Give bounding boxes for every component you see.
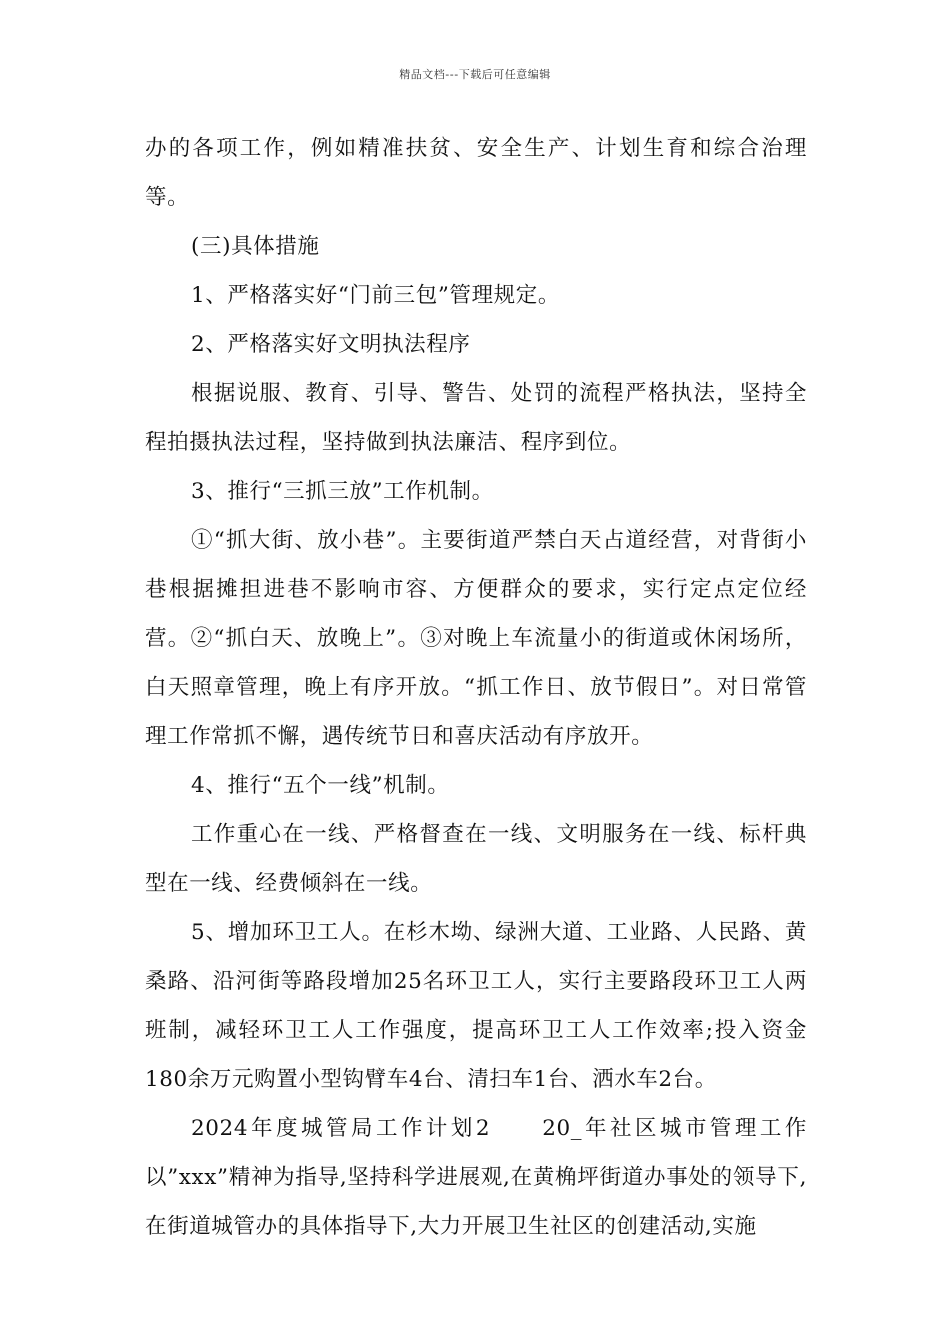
- paragraph-4: 2、严格落实好文明执法程序: [191, 332, 471, 357]
- paragraph-8: 4、推行“五个一线”机制。: [191, 773, 450, 798]
- paragraph-7: ①“抓大街、放小巷”。主要街道严禁白天占道经营，对背街小巷根据摊担进巷不影响市容、方便群众的要求，实行定点定位经营。②“抓白天、放晚上”。③对晚上车流量小的街道或休闲场所，白天照章管理，晚上有序开放。“抓工作日、放节假日”。对日常管理工作常抓不懈，遇传统节日和喜庆活动有序放开。: [145, 528, 807, 749]
- section-text: 20_年社区城市管理工作以”xxx”精神为指导,坚持科学进展观,在黄桷坪街道办事处的领导下,在街道城管办的具体指导下,大力开展卫生社区的创建活动,实施: [145, 1116, 807, 1239]
- page-header: 精品文档---下载后可任意编辑: [399, 68, 551, 81]
- paragraph-5: 根据说服、教育、引导、警告、处罚的流程严格执法，坚持全程拍摄执法过程，坚持做到执法廉洁、程序到位。: [145, 381, 807, 455]
- section-title: 2024年度城管局工作计划2: [191, 1116, 491, 1141]
- paragraph-2: (三)具体措施: [191, 234, 320, 259]
- paragraph-9: 工作重心在一线、严格督查在一线、文明服务在一线、标杆典型在一线、经费倾斜在一线。: [145, 822, 807, 896]
- paragraph-10: 5、增加环卫工人。在杉木坳、绿洲大道、工业路、人民路、黄桑路、沿河街等路段增加25名环卫工人，实行主要路段环卫工人两班制，减轻环卫工人工作强度，提高环卫工人工作效率;投入资金180余万元购置小型钩臂车4台、清扫车1台、洒水车2台。: [145, 920, 807, 1092]
- paragraph-1: 办的各项工作，例如精准扶贫、安全生产、计划生育和综合治理等。: [145, 136, 807, 210]
- document-body: [145, 124, 807, 1251]
- paragraph-3: 1、严格落实好“门前三包”管理规定。: [191, 283, 560, 308]
- paragraph-11: [145, 1104, 807, 1251]
- paragraph-6: 3、推行“三抓三放”工作机制。: [191, 479, 494, 504]
